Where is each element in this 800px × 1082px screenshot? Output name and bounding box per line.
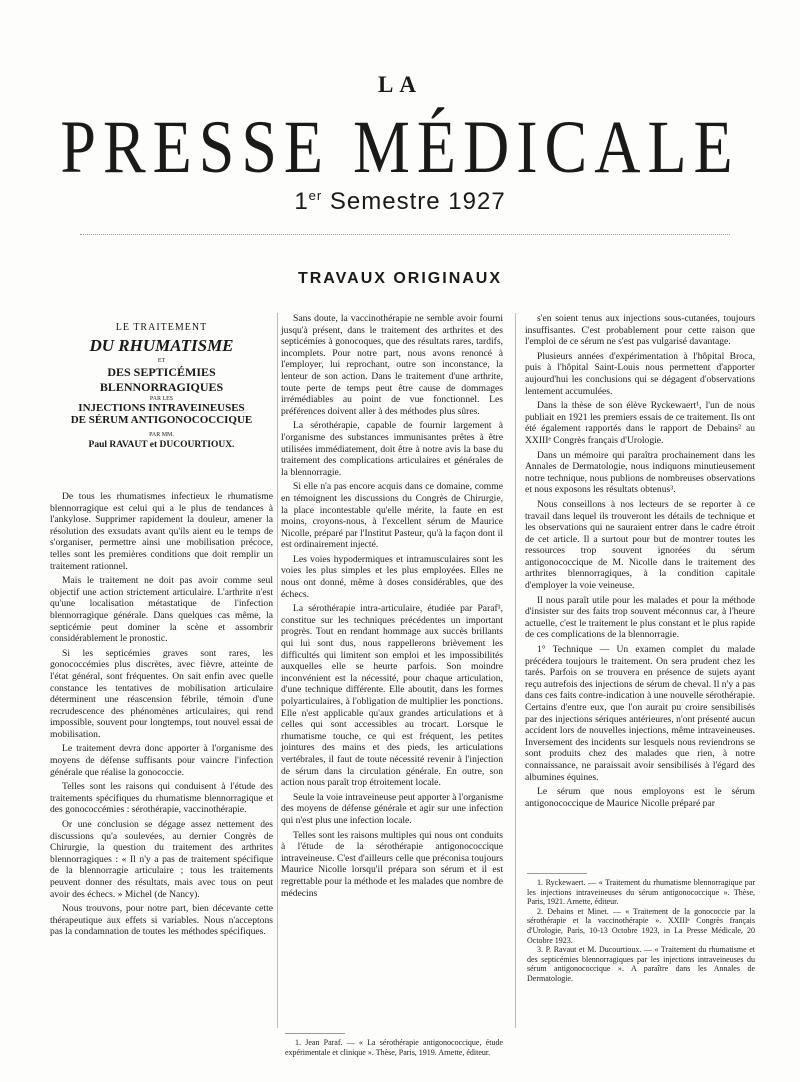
heading-line-4: DES SEPTICÉMIES BLENNORRAGIQUES <box>99 365 224 394</box>
column-rule-1 <box>277 313 278 1028</box>
paragraph: Si les septicémies graves sont rares, les gonococcémies plus discrètes, avec fièvre, atteinte de l'état général, sont fréquentes. On sait enfin avec quelle constance les tentatives de mobilisation articulaire déterminent une réascension fébrile, témoin d'une recrudescence des phénomènes articulaires, qui rend impossible, souvent pour longtemps, tout nouvel essai de mobilisation. <box>50 647 273 740</box>
heading-line-1: LE TRAITEMENT <box>115 322 208 333</box>
paragraph: Les voies hypodermiques et intramusculaires sont les voies les plus simples et les plus employées. Elles ne nous ont donné, même à doses considérables, que des échecs. <box>281 553 503 600</box>
paragraph: Nous trouvons, pour notre part, bien décevante cette thérapeutique aux effets si variables. Nous n'acceptons pas la condamnation de toutes les méthodes spécifiques. <box>50 903 273 938</box>
footnote-rule-col3 <box>527 873 587 874</box>
footnote: 2. Debains et Minet. — « Traitement de la gonococcie par la sérothérapie et la vaccinothérapie ». XXIIIᵉ Congrès français d'Urologie, Paris, 10-13 Octobre 1923, in La Presse Médicale, 20 Octobre 1923. <box>527 906 755 945</box>
semestre-number: 1 <box>294 188 309 215</box>
paragraph: La sérothérapie, capable de fournir largement à l'organisme des substances immunisantes prêtes à être utilisées immédiatement, doit être à notre avis la base du traitement des complications articulaires et générales de la blennorragie. <box>281 420 503 478</box>
footnotes-column-2 <box>285 1038 503 1057</box>
paragraph: Nous conseillons à nos lecteurs de se reporter à ce travail dans lequel ils trouveront les détails de technique et les observations qui ne sauraient entrer dans le cadre étroit de cet article. Il a surtout pour but de montrer toutes les ressources trop souvent ignorées du sérum antigonococcique de M. Nicolle dans le traitement des arthrites blennorragiques, à la condition capitale d'employer la voie veineuse. <box>525 498 755 592</box>
heading-line-8: PAR MM. <box>149 432 174 438</box>
paragraph: Mais le traitement ne doit pas avoir comme seul objectif une action strictement articulaire. L'arthrite n'est qu'une localisation métastatique de l'infection blennorragique générale. Dans quelques cas même, la septicémie peut dominer la scène et assombrir considérablement le pronostic. <box>50 575 273 645</box>
semestre-sup: er <box>308 188 323 203</box>
paragraph: Le sérum que nous employons est le sérum antigonococcique de Maurice Nicolle préparé par <box>525 786 755 809</box>
divider-top <box>80 234 730 235</box>
paragraph: 1° Technique — Un examen complet du malade précédera toujours le traitement. On sera prudent chez les tarés. Parfois on se trouvera en présence de sujets ayant reçu autrefois des injections de sérum de cheval. Il n'y a pas dans ces faits contre-indication à une nouvelle sérothérapie. Certains d'entre eux, que l'on aurait pu croire sensibilisés par des injections sériques antérieures, n'ont présenté aucun accident lors de nouvelles injections, même intraveineuses. Inversement des incidents sur lesquels nous reviendrons se sont produits chez des malades que rien, à notre connaissance, ne paraissait avoir sensibilisés à l'égard des albumines équines. <box>525 644 755 783</box>
footnotes-column-3 <box>527 878 755 984</box>
section-title: TRAVAUX ORIGINAUX <box>297 270 503 287</box>
paragraph: Telles sont les raisons multiples qui nous ont conduits à l'étude de la sérothérapie antigonococcique intraveineuse. C'est d'ailleurs celle que préconisa toujours Maurice Nicolle lorsqu'il prépara son sérum et il est regrettable pour la méthode et les malades que nombre de médecins <box>281 829 503 899</box>
footnote: 1. Ryckewaert. — « Traitement du rhumatisme blennorragique par les injections intraveineuses du sérum antigonococcique ». Thèse, Paris, 1921. Arnette, éditeur. <box>527 878 755 907</box>
paragraph: Or une conclusion se dégage assez nettement des discussions qu'a soulevées, au dernier Congrès de Chirurgie, la question du traitement des arthrites blennorragiques : « Il n'y a pas de traitement spécifique de la blennorragie articulaire ; tous les traitements peuvent donner des résultats, mais avec tous on peut avoir des échecs. » Michel (de Nancy). <box>50 819 273 900</box>
column-rule-2 <box>515 313 516 1028</box>
paragraph: Si elle n'a pas encore acquis dans ce domaine, comme en témoignent les discussions du Congrès de Chirurgie, la place incontestable qu'elle mérite, la faute en est moins, croyons-nous, à l'excellent sérum de Maurice Nicolle, préparé par l'Institut Pasteur, qu'à la façon dont il est ordinairement injecté. <box>281 481 503 551</box>
column-3 <box>525 313 755 809</box>
heading-line-2: DU RHUMATISME <box>89 336 234 355</box>
column-2 <box>281 313 503 899</box>
paragraph: s'en soient tenus aux injections sous-cutanées, toujours insuffisantes. C'est probablement pour cette raison que l'emploi de ce sérum ne s'est pas vulgarisé davantage. <box>525 313 755 348</box>
heading-line-5: PAR LES <box>149 396 174 402</box>
paragraph: Dans un mémoire qui paraîtra prochainement dans les Annales de Dermatologie, nous indiquons minutieusement notre technique, nous publions de nombreuses observations et nous exposons les résultats obtenus³. <box>525 449 755 496</box>
semestre-rest: Semestre 1927 <box>322 188 506 215</box>
paragraph: La sérothérapie intra-articulaire, étudiée par Paraf¹, constitue sur les techniques précédentes un important progrès. Tout en rendant hommage aux succès brillants qui lui sont dus, nous rappellerons brièvement les difficultés qui limitent son emploi et les impossibilités auxquelles elle se heurte parfois. Son moindre inconvénient est la nécessité, pour chaque articulation, d'une technique différente. Elle aboutit, dans les formes polyarticulaires, à l'obligation de multiplier les ponctions. Elle n'est applicable qu'aux grandes articulations et à celles qui sont accessibles au trocart. Lorsque le rhumatisme touche, ce qui est fréquent, les petites jointures des mains et des pieds, les articulations vertébrales, il faut de toute nécessité revenir à l'injection de sérum dans la circulation générale. En outre, son action nous paraît trop étroitement locale. <box>281 603 503 789</box>
authors: Paul RAVAUT et DUCOURTIOUX. <box>88 440 235 450</box>
semestre-line <box>0 188 800 216</box>
article-heading <box>50 322 273 450</box>
paragraph: Dans la thèse de son élève Ryckewaert¹, l'un de nous publiait en 1921 les premiers essais de ce traitement. Ils ont été également rapportés dans le rapport de Debains² au XXIIIᵉ Congrès français d'Urologie. <box>525 400 755 446</box>
paragraph: Plusieurs années d'expérimentation à l'hôpital Broca, puis à l'hôpital Saint-Louis nous permettent d'apporter aujourd'hui les conclusions qui se dégagent d'observations lentement accumulées. <box>525 350 755 397</box>
column-1 <box>50 491 273 938</box>
heading-line-3: ET <box>157 358 166 364</box>
paragraph: Telles sont les raisons qui conduisent à l'étude des traitements spécifiques du rhumatisme blennorragique et des gonococcémies : sérothérapie, vaccinothérapie. <box>50 781 273 816</box>
masthead-title: PRESSE MÉDICALE <box>60 104 740 189</box>
footnote-rule-col2 <box>285 1033 345 1034</box>
paragraph: Sans doute, la vaccinothérapie ne semble avoir fourni jusqu'à présent, dans le traitement des arthrites et des septicémies à gonocoques, que des résultats rares, tardifs, incomplets. Pour notre part, nous avons renoncé à l'employer, lui reprochant, outre son inconstance, la lenteur de son action. Dans le traitement d'une arthrite, toute perte de temps peut être cause de dommages irrémédiables au point de vue fonctionnel. Les préférences doivent aller à des méthodes plus sûres. <box>281 313 503 417</box>
paragraph: Seule la voie intraveineuse peut apporter à l'organisme des moyens de défense générale et agir sur une infection qui n'est plus une infection locale. <box>281 791 503 826</box>
paragraph: Le traitement devra donc apporter à l'organisme des moyens de défense suffisants pour vaincre l'infection générale que réalise la gonococcie. <box>50 743 273 778</box>
footnote: 1. Jean Paraf. — « La sérothérapie antigonococcique, étude expérimentale et clinique ». Thèse, Paris, 1919. Arnette, éditeur. <box>285 1038 503 1057</box>
footnote: 3. P. Ravaut et M. Ducourtioux. — « Traitement du rhumatisme et des septicémies blennorragiques par les injections intraveineuses du sérum antigonococcique ». A paraître dans les Annales de Dermatologie. <box>527 945 755 983</box>
paragraph: De tous les rhumatismes infectieux le rhumatisme blennorragique est celui qui a le plus de tendances à l'ankylose. Supprimer rapidement la douleur, amener la résolution des exsudats avant qu'ils aient eu le temps de s'organiser, permettre ainsi une mobilisation précoce, telles sont les premières conditions que doit remplir un traitement rationnel. <box>50 491 273 572</box>
heading-line-6: INJECTIONS INTRAVEINEUSES <box>78 402 245 414</box>
paragraph: Il nous paraît utile pour les malades et pour la méthode d'insister sur des faits trop souvent méconnus car, à l'heure actuelle, c'est le traitement le plus constant et le plus rapide de ces complications de la blennorragie. <box>525 594 755 641</box>
heading-line-7: DE SÉRUM ANTIGONOCOCCIQUE <box>70 414 253 426</box>
masthead-la: LA <box>378 72 422 97</box>
